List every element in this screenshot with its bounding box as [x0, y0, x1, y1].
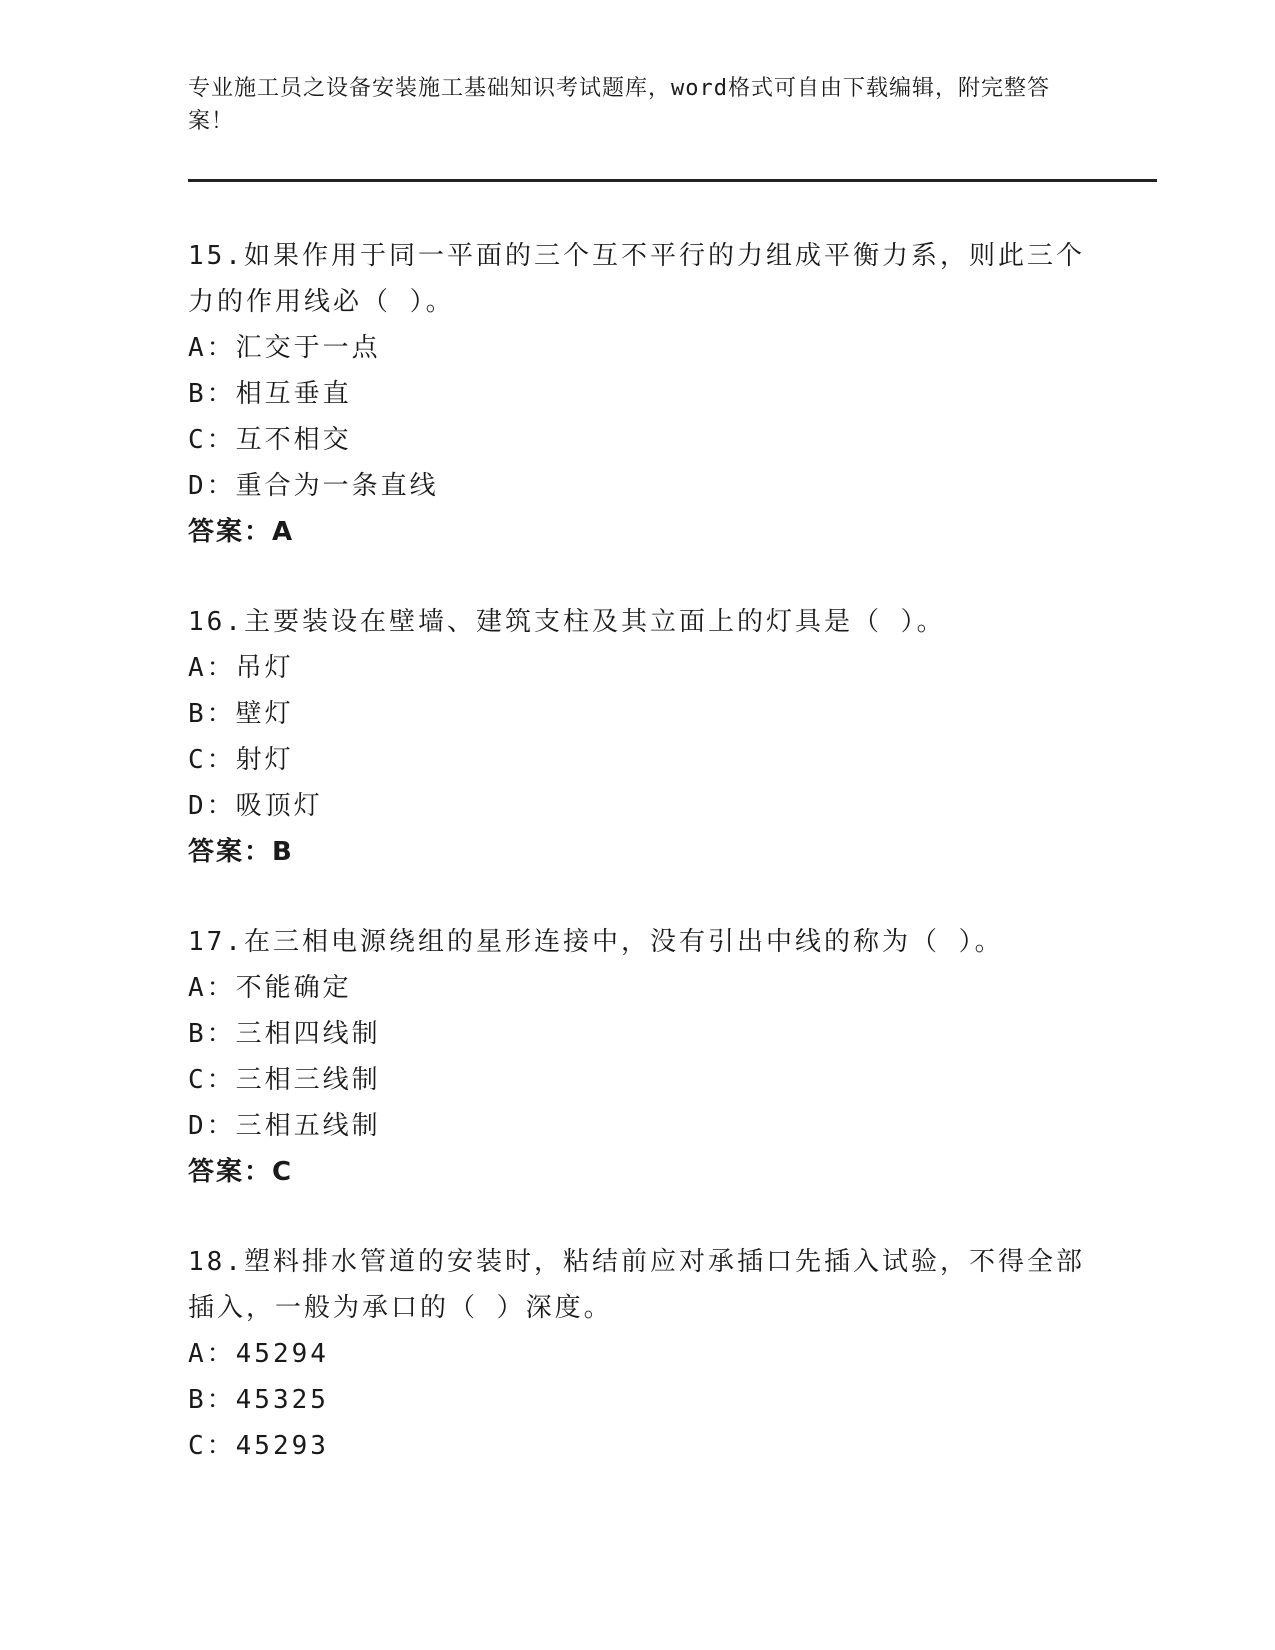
page-header: 专业施工员之设备安装施工基础知识考试题库，word格式可自由下载编辑，附完整答案！ [188, 76, 1050, 134]
header-divider [188, 179, 1157, 182]
option-a: A：吊灯 [188, 653, 294, 683]
question-stem: 17.在三相电源绕组的星形连接中，没有引出中线的称为（ ）。 [188, 927, 1004, 957]
option-a: A：不能确定 [188, 973, 352, 1003]
answer-label: 答案：B [188, 837, 294, 867]
question-stem: 18.塑料排水管道的安装时，粘结前应对承插口先插入试验，不得全部插入，一般为承口的（ ）深度。 [188, 1247, 1085, 1323]
question-stem: 15.如果作用于同一平面的三个互不平行的力组成平衡力系，则此三个力的作用线必（ ）。 [188, 241, 1085, 317]
option-d: D：三相五线制 [188, 1111, 381, 1141]
question-15 [188, 233, 1088, 555]
option-c: C：互不相交 [188, 425, 352, 455]
option-a: A：汇交于一点 [188, 333, 381, 363]
option-b: B：45325 [188, 1385, 329, 1415]
option-d: D：重合为一条直线 [188, 471, 439, 501]
option-c: C：45293 [188, 1431, 329, 1461]
question-stem: 16.主要装设在壁墙、建筑支柱及其立面上的灯具是（ ）。 [188, 607, 946, 637]
option-b: B：三相四线制 [188, 1019, 381, 1049]
option-b: B：壁灯 [188, 699, 294, 729]
question-17 [188, 919, 1088, 1195]
option-a: A：45294 [188, 1339, 329, 1369]
option-c: C：射灯 [188, 745, 294, 775]
option-d: D：吸顶灯 [188, 791, 323, 821]
question-16 [188, 599, 1088, 875]
question-18 [188, 1239, 1088, 1469]
answer-label: 答案：A [188, 517, 295, 547]
question-list [188, 233, 1088, 1513]
option-b: B：相互垂直 [188, 379, 352, 409]
answer-label: 答案：C [188, 1157, 294, 1187]
option-c: C：三相三线制 [188, 1065, 381, 1095]
